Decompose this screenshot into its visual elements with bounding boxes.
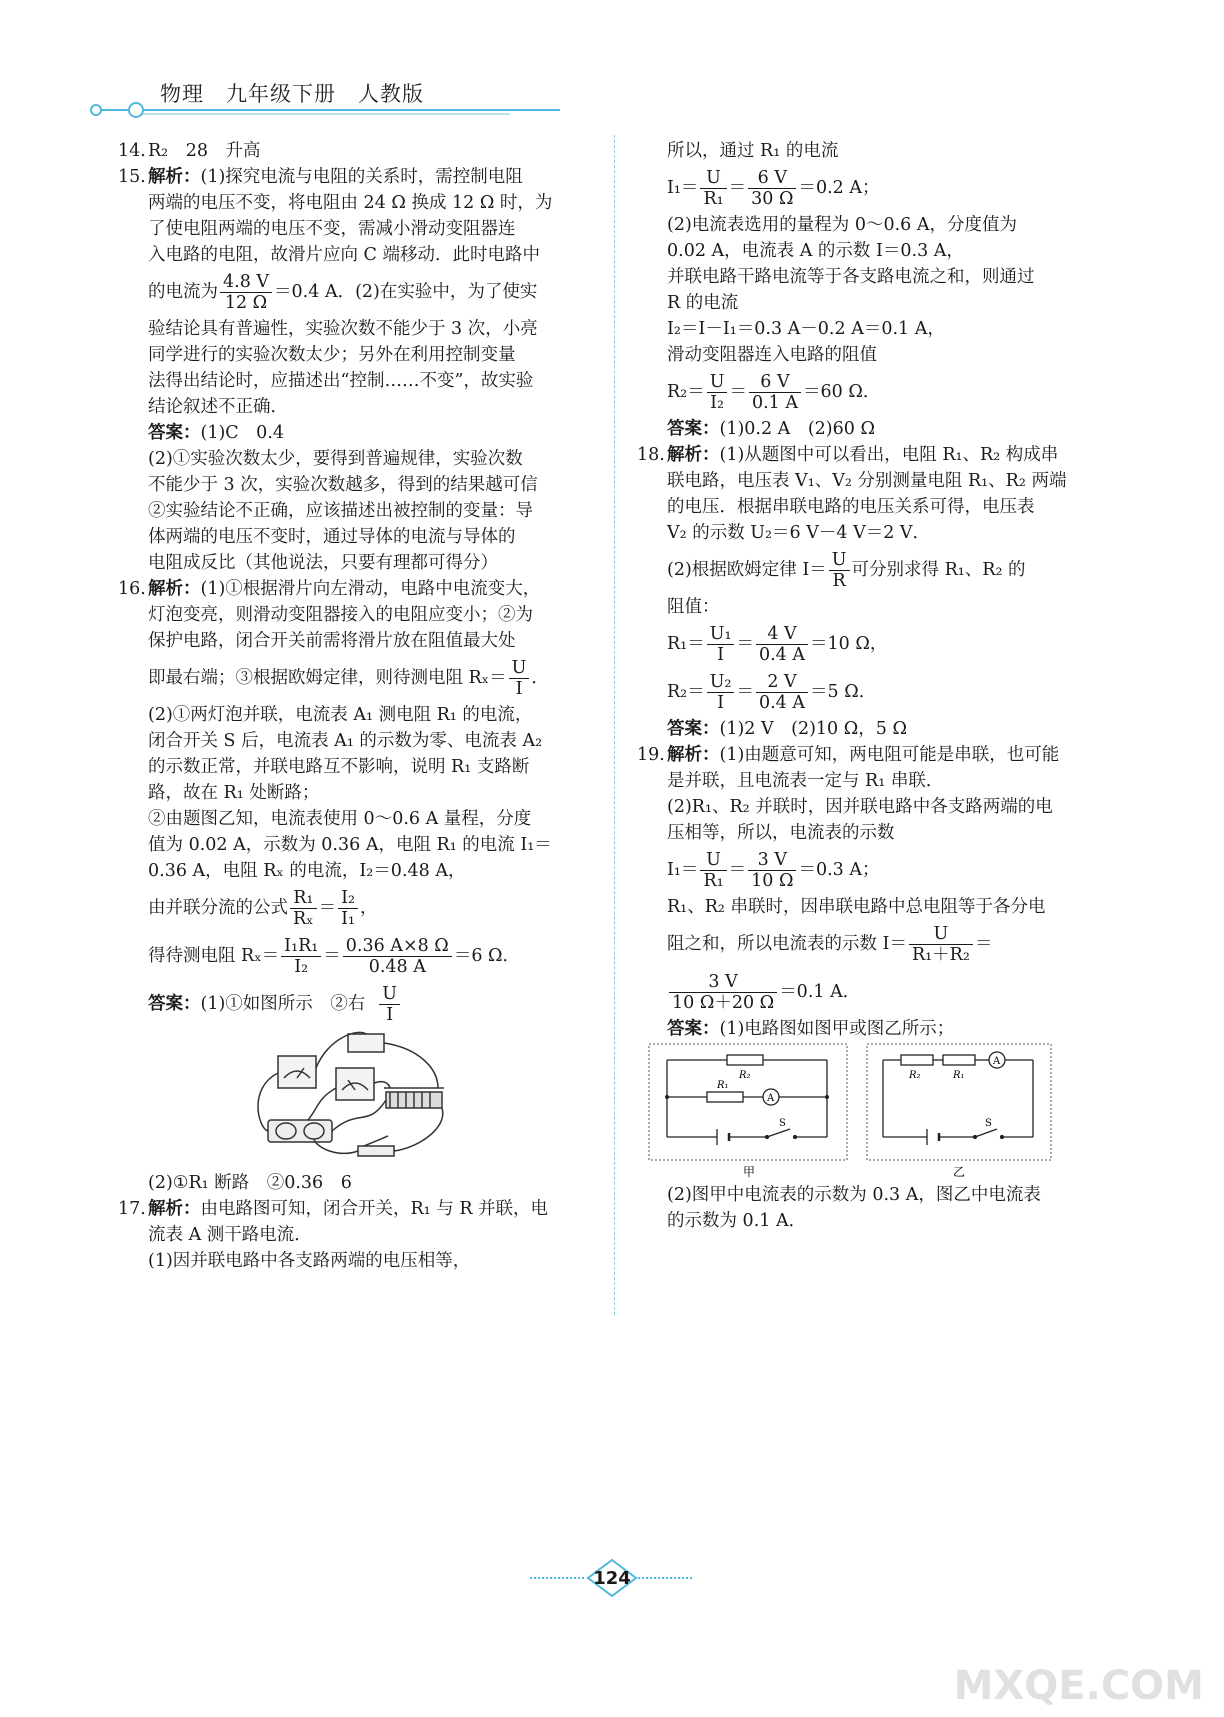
- fig-a-r1-label: R₁: [717, 1080, 729, 1091]
- q15: 15. 解析：(1)探究电流与电阻的关系时，需控制电阻 两端的电压不变，将电阻由 24 Ω 换成 12 Ω 时，为 了使电阻两端的电压不变，需减小滑动变阻器连 入电路的电阻，故滑片应向 C 端移动．此时电路中 的电流为 $\frac{4.8 V}{12 \Omega}$ ＝0.4 A．(2)在实验中，为了使实 验结论具有普遍性，实验次数不能少于 3 次，小亮 同学进行的实验次数太少；另外在利用控制变量 法得出结论时，应描述出“控制……不变”，故实验 结论叙述不正确． 答案：(1)C 0.4 (2)①实验次数太少，要得到普遍规律，实验次数 不能少于 3 次，实验次数越多，得到的结果越可信 ②实验结论不正确，应该描述出被控制的变量：导 体两端的电压不变时，通过导体的电流与导体的 电阻成反比（其他说法，只要有理都可得分）: [118, 167, 553, 573]
- fig-b-r2-label: R₂: [909, 1070, 921, 1081]
- q18: 18. 解析：(1)从题图中可以看出，电阻 R₁、R₂ 构成串 联电路，电压表 V₁、V₂ 分别测量电阻 R₁、R₂ 两端 的电压．根据串联电路的电压关系可得，电压表 V₂ 的示数 U₂＝6 V－4 V＝2 V． (2)根据欧姆定律 I＝ $\frac{U}{R}$ 可分别求得 R₁、R₂ 的 阻值： R₁＝ $\frac{\text{U₁}}{I}$ ＝ $\frac{4 V}{0.4 A}$ ＝10 Ω， R₂＝ $\frac{\text{U₂}}{I}$ ＝ $\frac{2 V}{0.4 A}$ ＝5 Ω． 答案：(1)2 V (2)10 Ω，5 Ω: [637, 445, 1067, 739]
- column-divider: [614, 135, 615, 1315]
- fig-b-r1-label: R₁: [953, 1070, 965, 1081]
- circuit-diagram-b: [865, 1042, 1055, 1182]
- fig-b-caption: 乙: [953, 1165, 966, 1179]
- circuit-figures: [637, 1042, 1117, 1182]
- header-decoration: [90, 100, 570, 120]
- q17-part2: 所以，通过 R₁ 的电流 I₁＝ $\frac{U}{\text{R₁}}$ ＝ $\frac{6 V}{30 \Omega}$ ＝0.2 A； (2)电流表选用的量程为 0～0.6 A，分度值为 0.02 A，电流表 A 的示数 I＝0.3 A， 并联电路干路电流等于各支路电流之和，则通过 R 的电流 I₂＝I－I₁＝0.3 A－0.2 A＝0.1 A， 滑动变阻器连入电路的阻值 R₂＝ $\frac{U}{\text{I₂}}$ ＝ $\frac{6 V}{0.1 A}$ ＝60 Ω． 答案：(1)0.2 A (2)60 Ω: [667, 141, 1035, 439]
- left-column: [118, 138, 596, 1274]
- q17-part1: 17. 解析：由电路图可知，闭合开关，R₁ 与 R 并联，电 流表 A 测干路电流． (1)因并联电路中各支路两端的电压相等，: [118, 1199, 549, 1271]
- experiment-apparatus-illustration: [118, 1028, 596, 1170]
- fig-b-switch-label: S: [985, 1118, 992, 1129]
- fig-a-caption: 甲: [743, 1165, 756, 1179]
- page-number: 124: [593, 1568, 631, 1589]
- q16: 16. 解析：(1)①根据滑片向左滑动，电路中电流变大， 灯泡变亮，则滑动变阻器接入的电阻应变小；②为 保护电路，闭合开关前需将滑片放在阻值最大处 即最右端；③根据欧姆定律，则待测电阻 Rₓ＝ $\frac{U}{I}$ ． (2)①两灯泡并联，电流表 A₁ 测电阻 R₁ 的电流， 闭合开关 S 后，电流表 A₁ 的示数为零、电流表 A₂ 的示数正常，并联电路互不影响，说明 R₁ 支路断 路，故在 R₁ 处断路； ②由题图乙知，电流表使用 0～0.6 A 量程，分度 值为 0.02 A，示数为 0.36 A，电阻 R₁ 的电流 I₁＝ 0.36 A，电阻 Rₓ 的电流，I₂＝0.48 A， 由并联分流的公式 $\frac{\text{R₁}}{\text{Rₓ}}$ ＝ $\frac{\text{I₂}}{\text{I₁}}$ ， 得待测电阻 Rₓ＝ $\frac{\text{I₁R₁}}{\text{I₂}}$ ＝ $\frac{0.36 A\times 8 \Omega}{0.48 A}$ ＝6 Ω． 答案： (1)①如图所示 ②右 $\frac{U}{I}$ (2)①R₁ 断路 ②0.36 6: [118, 576, 596, 1196]
- right-column: [637, 138, 1117, 1234]
- fig-a-r2-label: R₂: [739, 1070, 751, 1081]
- fig-a-switch-label: S: [779, 1118, 786, 1129]
- q14: 14. R₂ 28 升高: [118, 141, 261, 161]
- watermark: MXQE.COM: [953, 1663, 1204, 1709]
- fig-b-ammeter-label: A: [993, 1056, 1001, 1067]
- q19: 19. 解析：(1)由题意可知，两电阻可能是串联，也可能 是并联，且电流表一定与 R₁ 串联． (2)R₁、R₂ 并联时，因并联电路中各支路两端的电 压相等，所以，电流表的示数 I₁＝ $\frac{U}{\text{R₁}}$ ＝ $\frac{3 V}{10 \Omega}$ ＝0.3 A； R₁、R₂ 串联时，因串联电路中总电阻等于各分电 阻之和，所以电流表的示数 I＝ $\frac{U}{\text{R₁＋R₂}}$ ＝ $\frac{3 V}{10 \Omega+20 \Omega}$ ＝0.1 A． 答案：(1)电路图如图甲或图乙所示； R₂ R₁ A S 甲 R₂ R₁ A S 乙 (2)图甲中电流表的示数为 0.3 A，图乙中电流表 的示数为 0.1 A．: [637, 742, 1117, 1234]
- header-title: 物理 九年级下册 人教版: [160, 82, 424, 106]
- circuit-diagram-a: [647, 1042, 852, 1182]
- fig-a-ammeter-label: A: [767, 1093, 775, 1104]
